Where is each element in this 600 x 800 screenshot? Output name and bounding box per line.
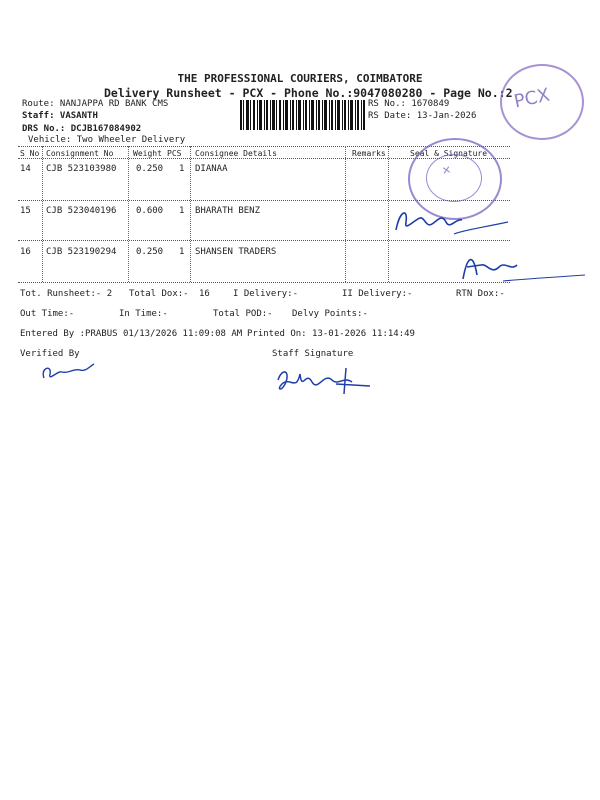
runsheet-subtitle: Delivery Runsheet - PCX - Phone No.:9047080280 - Page No.:2: [104, 86, 513, 100]
row-sno: 15: [20, 206, 31, 216]
total-dox-value: 16: [199, 289, 210, 299]
verifier-signature: [38, 356, 98, 386]
row-weight: 0.250: [136, 247, 164, 257]
row-weight: 0.250: [136, 164, 164, 174]
row-weight: 0.600: [136, 206, 164, 216]
barcode-icon: [240, 100, 365, 130]
col-header-weight: Weight: [133, 149, 162, 158]
column-divider: [190, 146, 191, 282]
column-divider: [345, 146, 346, 282]
staff-signature-label: Staff Signature: [272, 349, 354, 359]
ii-delivery-label: II Delivery:-: [342, 289, 413, 299]
entered-by: Entered By :PRABUS 01/13/2026 11:09:08 AM: [20, 329, 243, 339]
table-bottom-border: [18, 282, 510, 283]
total-runsheet: Tot. Runsheet:- 2: [20, 289, 113, 299]
row-consignee: DIANAA: [195, 164, 228, 174]
col-header-consignee: Consignee Details: [195, 149, 277, 158]
rs-number: RS No.: 1670849: [368, 99, 450, 109]
column-divider: [128, 146, 129, 282]
col-header-consignment: Consignment No: [46, 149, 114, 158]
col-header-seal-signature: Seal & Signature: [410, 149, 488, 158]
row-pcs: 1: [179, 164, 185, 174]
total-dox-label: Total Dox:-: [129, 289, 189, 299]
route-label: Route: NANJAPPA RD BANK CMS: [22, 99, 169, 109]
i-delivery-label: I Delivery:-: [233, 289, 299, 299]
out-time-label: Out Time:-: [20, 309, 75, 319]
verified-by-label: Verified By: [20, 349, 80, 359]
column-divider: [388, 146, 389, 282]
recipient-signature-row15: [390, 200, 520, 245]
row-consignee: SHANSEN TRADERS: [195, 247, 277, 257]
row-sno: 16: [20, 247, 31, 257]
recipient-signature-row16: [455, 245, 590, 290]
row-sno: 14: [20, 164, 31, 174]
total-pod-label: Total POD:-: [213, 309, 273, 319]
vehicle-label: Vehicle: Two Wheeler Delivery: [28, 135, 186, 145]
staff-label: Staff: VASANTH: [22, 111, 98, 121]
pcx-stamp-text: PCX: [512, 84, 552, 113]
seal-inner-ring: [426, 154, 482, 202]
column-divider: [42, 146, 43, 282]
drs-number: DRS No.: DCJB167084902: [22, 124, 142, 134]
col-header-remarks: Remarks: [352, 149, 386, 158]
seal-mark-icon: ✕: [440, 163, 453, 178]
pcx-stamp: [500, 64, 584, 140]
delivery-points-label: Delvy Points:-: [292, 309, 368, 319]
printed-on: Printed On: 13-01-2026 11:14:49: [247, 329, 415, 339]
staff-signature: [272, 362, 382, 402]
in-time-label: In Time:-: [119, 309, 168, 319]
row-consignment: CJB 523190294: [46, 247, 117, 257]
row-consignment: CJB 523103980: [46, 164, 117, 174]
row-consignee: BHARATH BENZ: [195, 206, 261, 216]
col-header-pcs: PCS: [167, 149, 182, 158]
rtn-dox-label: RTN Dox:-: [456, 289, 505, 299]
company-title: THE PROFESSIONAL COURIERS, COIMBATORE: [177, 72, 423, 85]
row-pcs: 1: [179, 247, 185, 257]
row-consignment: CJB 523040196: [46, 206, 117, 216]
row-pcs: 1: [179, 206, 185, 216]
rs-date: RS Date: 13-Jan-2026: [368, 111, 477, 121]
col-header-sno: S No: [20, 149, 40, 158]
